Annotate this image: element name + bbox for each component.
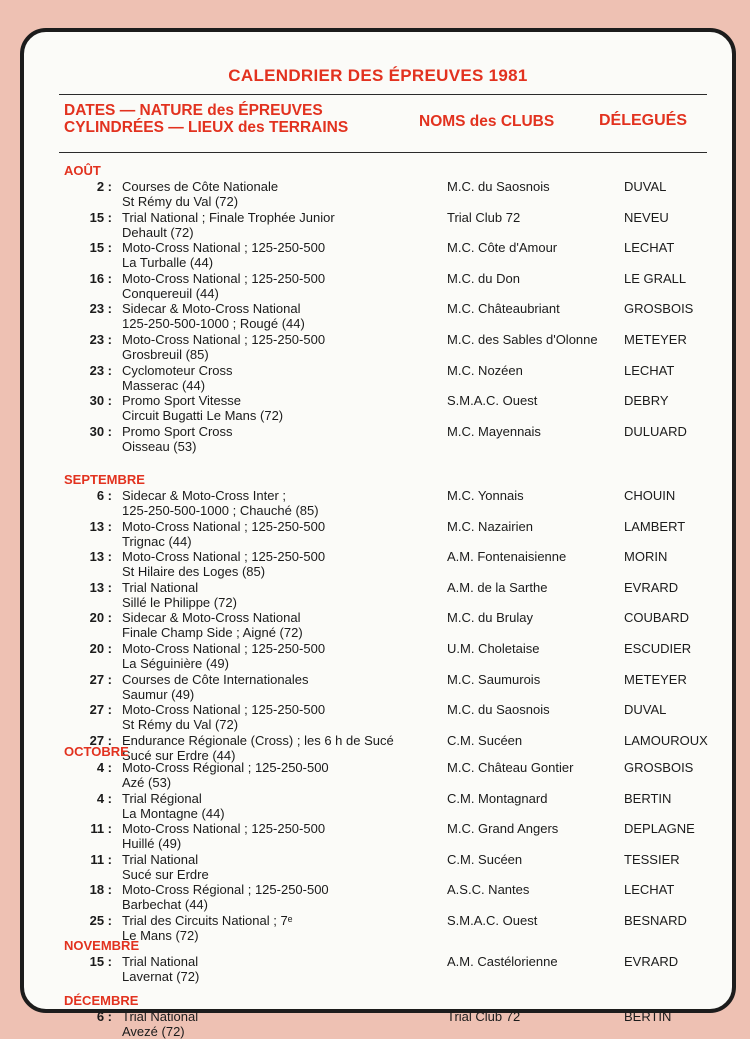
club-name: U.M. Choletaise	[447, 641, 540, 656]
event-type: Moto-Cross National ; 125-250-500	[122, 240, 326, 256]
event-date: 20 :	[89, 610, 112, 626]
clubs-header: NOMS des CLUBS	[419, 113, 555, 130]
event-location: Avezé (72)	[122, 1024, 185, 1039]
club-name: M.C. Grand Angers	[447, 821, 559, 837]
event-location: La Turballe (44)	[122, 255, 214, 271]
event-type: Trial National	[122, 954, 199, 969]
event-date: 13 :	[89, 549, 112, 565]
event-description	[122, 580, 452, 610]
event-type: Cyclomoteur Cross	[122, 362, 233, 378]
calendar-card	[20, 28, 736, 1039]
divider	[59, 94, 707, 95]
delegate-name: DULUARD	[624, 423, 687, 439]
event-description	[122, 363, 452, 393]
club-name: M.C. Nozéen	[447, 362, 523, 378]
delegate-name: BESNARD	[624, 913, 687, 928]
event-location: Azé (53)	[122, 775, 172, 790]
delegate-name: LECHAT	[624, 362, 675, 378]
event-description	[122, 610, 452, 640]
event-date: 15 :	[89, 240, 112, 256]
event-date: 18 :	[89, 882, 112, 898]
club-name: M.C. Châteaubriant	[447, 301, 560, 317]
event-location: Trignac (44)	[122, 533, 192, 549]
section-heading: AOÛT	[64, 163, 101, 178]
event-type: Sidecar & Moto-Cross National	[122, 610, 301, 626]
event-type: Moto-Cross Régional ; 125-250-500	[122, 882, 329, 898]
delegate-name: EVRARD	[624, 579, 679, 595]
delegate-name: LE GRALL	[624, 270, 687, 286]
section-heading: OCTOBRE	[64, 744, 129, 759]
event-date: 13 :	[89, 579, 112, 595]
event-location: Oisseau (53)	[122, 438, 197, 454]
delegate-name: ESCUDIER	[624, 641, 692, 656]
event-description	[122, 301, 452, 331]
dates-header-line2: CYLINDRÉES — LIEUX des TERRAINS	[64, 119, 349, 136]
event-type: Promo Sport Cross	[122, 423, 233, 439]
dates-header-line1: DATES — NATURE des ÉPREUVES	[64, 102, 323, 119]
event-location: Barbechat (44)	[122, 897, 208, 913]
event-description	[122, 852, 452, 882]
event-date: 23 :	[89, 332, 112, 347]
event-description	[122, 1009, 452, 1039]
page-title: CALENDRIER DES ÉPREUVES 1981	[228, 66, 528, 85]
delegate-name: BERTIN	[624, 790, 672, 806]
delegate-name: DUVAL	[624, 702, 667, 718]
delegate-name: LAMOUROUX	[624, 732, 708, 748]
event-date: 16 :	[89, 270, 112, 286]
event-date: 6 :	[96, 488, 112, 503]
event-type: Endurance Régionale (Cross) ; les 6 h de Sucé	[122, 732, 394, 748]
event-date: 30 :	[89, 393, 112, 409]
event-type: Promo Sport Vitesse	[122, 393, 241, 409]
delegate-name: LECHAT	[624, 240, 675, 256]
event-description	[122, 393, 452, 423]
club-name: M.C. des Sables d'Olonne	[447, 332, 598, 347]
event-date: 15 :	[89, 954, 112, 969]
event-location: Le Mans (72)	[122, 928, 199, 943]
club-name: M.C. Yonnais	[447, 488, 524, 503]
club-name: C.M. Sucéen	[447, 851, 523, 867]
delegate-name: EVRARD	[624, 954, 679, 969]
divider	[59, 152, 707, 153]
event-type: Sidecar & Moto-Cross Inter ;	[122, 488, 286, 503]
dates-header	[64, 102, 348, 136]
delegate-name: MORIN	[624, 549, 668, 565]
club-name: C.M. Sucéen	[447, 732, 523, 748]
delegate-name: LECHAT	[624, 882, 675, 898]
delegate-name: TESSIER	[624, 851, 680, 867]
club-name: M.C. du Don	[447, 270, 520, 286]
event-location: Huillé (49)	[122, 836, 182, 852]
event-description	[122, 488, 452, 518]
event-description	[122, 424, 452, 454]
club-name: A.M. Fontenaisienne	[447, 549, 567, 565]
delegate-name: BERTIN	[624, 1009, 672, 1024]
delegate-name: GROSBOIS	[624, 760, 694, 775]
event-date: 23 :	[89, 301, 112, 317]
delegate-name: GROSBOIS	[624, 301, 694, 317]
club-name: M.C. du Brulay	[447, 610, 533, 626]
event-location: Dehault (72)	[122, 224, 194, 240]
event-type: Sidecar & Moto-Cross National	[122, 301, 301, 317]
event-date: 13 :	[89, 518, 112, 534]
event-location: St Rémy du Val (72)	[122, 717, 239, 733]
club-name: Trial Club 72	[447, 209, 521, 225]
club-name: A.M. de la Sarthe	[447, 579, 548, 595]
delegate-name: COUBARD	[624, 610, 690, 626]
event-description	[122, 954, 452, 984]
event-description	[122, 882, 452, 912]
event-date: 11 :	[90, 851, 112, 867]
event-location: Saumur (49)	[122, 686, 195, 702]
event-date: 25 :	[89, 913, 112, 928]
event-description	[122, 733, 452, 763]
event-date: 11 :	[90, 821, 112, 837]
event-location: Lavernat (72)	[122, 969, 200, 984]
section-heading: DÉCEMBRE	[64, 993, 139, 1008]
delegues-header: DÉLEGUÉS	[599, 112, 688, 129]
event-description	[122, 821, 452, 851]
event-location: Masserac (44)	[122, 377, 206, 393]
club-name: Trial Club 72	[447, 1009, 521, 1024]
club-name: M.C. Saumurois	[447, 671, 541, 687]
event-type: Moto-Cross National ; 125-250-500	[122, 821, 326, 837]
event-type: Moto-Cross National ; 125-250-500	[122, 549, 326, 565]
event-date: 4 :	[96, 760, 112, 775]
event-description	[122, 210, 452, 240]
event-location: Finale Champ Side ; Aigné (72)	[122, 625, 303, 641]
event-date: 20 :	[89, 641, 112, 656]
delegate-name: DEPLAGNE	[624, 821, 695, 837]
event-type: Moto-Cross Régional ; 125-250-500	[122, 760, 329, 775]
delegate-name: METEYER	[624, 671, 687, 687]
event-date: 6 :	[96, 1009, 112, 1024]
event-description	[122, 913, 452, 943]
event-description	[122, 760, 452, 790]
event-description	[122, 641, 452, 671]
event-description	[122, 179, 452, 209]
event-description	[122, 240, 452, 270]
event-type: Moto-Cross National ; 125-250-500	[122, 270, 326, 286]
club-name: M.C. Mayennais	[447, 423, 541, 439]
event-type: Moto-Cross National ; 125-250-500	[122, 702, 326, 718]
club-name: M.C. Château Gontier	[447, 760, 574, 775]
delegate-name: CHOUIN	[624, 488, 676, 503]
event-type: Courses de Côte Internationales	[122, 671, 309, 687]
section-heading: SEPTEMBRE	[64, 472, 145, 487]
club-name: S.M.A.C. Ouest	[447, 913, 538, 928]
club-name: A.S.C. Nantes	[447, 882, 530, 898]
event-location: Sucé sur Erdre	[122, 866, 209, 882]
club-name: M.C. Nazairien	[447, 518, 533, 534]
event-type: Trial National	[122, 1009, 199, 1024]
event-description	[122, 549, 452, 579]
delegate-name: LAMBERT	[624, 518, 686, 534]
event-description	[122, 672, 452, 702]
event-date: 2 :	[96, 179, 112, 194]
event-type: Moto-Cross National ; 125-250-500	[122, 332, 326, 347]
event-location: Conquereuil (44)	[122, 285, 219, 301]
event-type: Moto-Cross National ; 125-250-500	[122, 641, 326, 656]
event-date: 15 :	[89, 209, 112, 225]
event-location: 125-250-500-1000 ; Chauché (85)	[122, 503, 319, 518]
event-location: Sucé sur Erdre (44)	[122, 747, 236, 763]
club-name: S.M.A.C. Ouest	[447, 393, 538, 409]
event-location: Sillé le Philippe (72)	[122, 594, 237, 610]
event-date: 4 :	[96, 790, 112, 806]
club-name: A.M. Castélorienne	[447, 954, 558, 969]
event-date: 27 :	[89, 671, 112, 687]
club-name: M.C. du Saosnois	[447, 702, 550, 718]
event-location: La Séguinière (49)	[122, 656, 229, 671]
delegate-name: DUVAL	[624, 179, 667, 194]
delegate-name: NEVEU	[624, 209, 669, 225]
event-location: St Hilaire des Loges (85)	[122, 564, 266, 580]
event-type: Trial Régional	[122, 790, 202, 806]
event-description	[122, 332, 452, 362]
event-location: St Rémy du Val (72)	[122, 194, 239, 209]
event-type: Courses de Côte Nationale	[122, 179, 279, 194]
event-description	[122, 519, 452, 549]
section-heading: NOVEMBRE	[64, 938, 140, 953]
club-name: C.M. Montagnard	[447, 790, 548, 806]
event-description	[122, 791, 452, 821]
event-location: Grosbreuil (85)	[122, 347, 209, 362]
event-date: 27 :	[89, 702, 112, 718]
event-date: 30 :	[89, 423, 112, 439]
event-date: 23 :	[89, 362, 112, 378]
event-type: Moto-Cross National ; 125-250-500	[122, 518, 326, 534]
event-location: La Montagne (44)	[122, 805, 225, 821]
event-description	[122, 702, 452, 732]
event-location: Circuit Bugatti Le Mans (72)	[122, 408, 284, 424]
club-name: M.C. du Saosnois	[447, 179, 550, 194]
delegate-name: DEBRY	[624, 393, 669, 409]
event-type: Trial National	[122, 579, 199, 595]
event-type: Trial National	[122, 851, 199, 867]
event-description	[122, 271, 452, 301]
event-date: 27 :	[89, 732, 112, 748]
event-location: 125-250-500-1000 ; Rougé (44)	[122, 316, 305, 332]
club-name: M.C. Côte d'Amour	[447, 240, 558, 256]
delegate-name: METEYER	[624, 332, 687, 347]
event-type: Trial National ; Finale Trophée Junior	[122, 209, 335, 225]
event-type: Trial des Circuits National ; 7ᵉ	[122, 913, 293, 928]
